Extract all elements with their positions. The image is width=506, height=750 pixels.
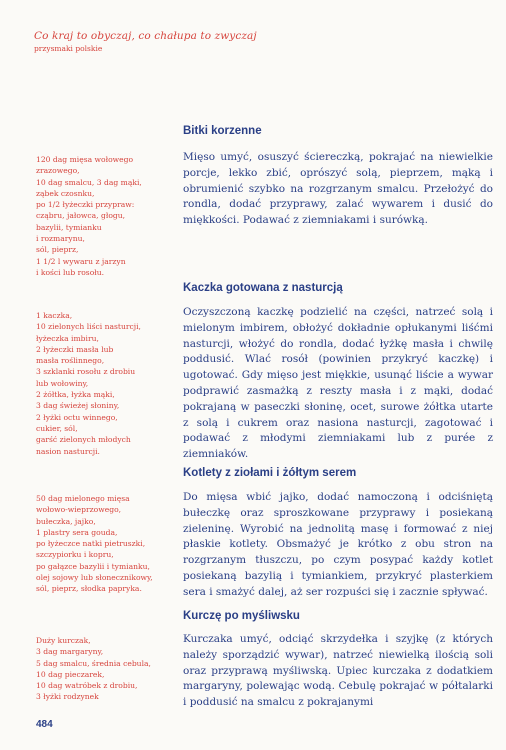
ingredient-line: 3 szklanki rosołu z drobiu [36,367,136,377]
recipe-instructions: Do mięsa wbić jajko, dodać namoczoną i odciśniętą bułeczkę oraz sproszkowane przyprawy i posiekaną zieleninę. Wyrobić na jednolitą masę i formować z niej płaskie kotlety. Obsmażyć je krótko z obu stron na rozgrzanym tłuszczu, po czym posypać każdy kotlet posiekaną bazylią i tymiankiem, przykryć plasterkiem sera i smażyć dalej, aż ser rozpuści się i zacznie spływać. [183,491,493,598]
ingredient-line: 1 plastry sera gouda, [36,527,118,537]
ingredient-line: ząbek czosnku, [36,188,95,198]
ingredient-line: nasion nasturcji. [36,446,100,456]
page-header [34,30,257,53]
ingredient-line: cząbru, jałowca, głogu, [36,211,126,221]
recipe-title: Kaczka gotowana z nasturcją [183,282,343,294]
ingredient-line: 3 dag margaryny, [36,647,104,657]
page-number: 484 [36,719,53,730]
recipe-instructions: Mięso umyć, osuszyć ściereczką, pokrajać na niewielkie porcje, lekko zbić, oprószyć solą, pieprzem, mąką i obrumienić szybko na rozgrzanym smalcu. Przełożyć do rondla, dodać przyprawy, zalać wywarem i dusić do miękkości. Podawać z ziemniakami i surówką. [183,151,493,227]
ingredient-line: 120 dag mięsa wołowego [36,155,134,164]
ingredient-line: Duży kurczak, [36,636,91,645]
ingredient-line: 3 dag świeżej słoniny, [36,401,120,411]
ingredient-line: garść zielonych młodych [36,435,131,445]
header-title: Co kraj to obyczaj, co chałupa to zwyczaj [34,30,257,42]
ingredient-line: 2 żółtka, łyżka mąki, [36,390,115,400]
ingredient-line: 2 łyżeczki masła lub [36,344,114,354]
ingredient-line: i rozmarynu, [36,234,85,244]
ingredient-line: lub wołowiny, [36,378,89,388]
ingredient-line: 10 dag smalcu, 3 dag mąki, [36,177,142,187]
ingredient-line: 1 1/2 l wywaru z jarzyn [36,256,126,266]
ingredient-line: po gałązce bazylii i tymianku, [36,561,150,571]
ingredient-list [36,635,166,703]
ingredient-line: 3 łyżki rodzynek [36,692,99,702]
ingredient-line: 1 kaczka, [36,311,73,320]
ingredient-line: 50 dag mielonego mięsa [36,494,130,503]
ingredient-line: szczypiorku i kopru, [36,550,114,560]
ingredient-list [36,154,166,278]
header-subtitle: przysmaki polskie [34,44,103,53]
recipe-title: Kurczę po myśliwsku [183,610,300,622]
ingredient-line: cukier, sól, [36,423,78,433]
ingredient-line: 2 łyżki octu winnego, [36,412,118,422]
ingredient-line: 10 dag watróbek z drobiu, [36,681,138,691]
ingredient-line: sól, pieprz, [36,245,79,255]
recipe-instructions: Kurczaka umyć, odciąć skrzydełka i szyjkę (z których należy sporządzić wywar), natrzeć niewielką ilością soli oraz przyprawą myśliwską. Upiec kurczaka z dodatkiem margaryny, polewając wodą. Cebulę pokrajać w półtalarki i poddusić na smalcu z pokrajanymi [183,633,493,709]
ingredient-line: 10 dag pieczarek, [36,669,105,679]
ingredient-list [36,310,166,457]
ingredient-line: bazylii, tymianku [36,222,102,232]
ingredient-line: łyżeczka imbiru, [36,333,99,343]
ingredient-line: olej sojowy lub słonecznikowy, [36,573,153,583]
ingredient-line: bułeczka, jajko, [36,516,96,526]
ingredient-line: sól, pieprz, słodka papryka. [36,584,142,594]
ingredient-line: 5 dag smalcu, średnia cebula, [36,658,151,668]
recipe-title: Kotlety z ziołami i żółtym serem [183,467,357,479]
ingredient-line: 10 zielonych liści nasturcji, [36,322,141,332]
ingredient-line: po łyżeczce natki pietruszki, [36,539,146,549]
recipe-title: Bitki korzenne [183,125,262,137]
recipe-instructions: Oczyszczoną kaczkę podzielić na części, natrzeć solą i mielonym imbirem, obłożyć dokładnie opłukanymi liśćmi nasturcji, włożyć do rondla, dodać łyżkę masła i chwilę poddusić. Wlać rosół (powinien przykryć kaczkę) i ugotować. Gdy mięso jest miękkie, usunąć liście a wywar podprawić zasmażką z reszty masła i z mąki, dodać pokrajaną w paseczki słoninę, ocet, surowe żółtka utarte z solą i cukrem oraz nasiona nasturcji, zagotować i podawać z młodymi ziemniakami lub z purée z ziemniaków. [183,306,493,461]
ingredient-line: masła roślinnego, [36,356,105,366]
ingredient-line: zrazowego, [36,166,80,176]
ingredient-list [36,493,166,595]
ingredient-line: i kości lub rosołu. [36,267,105,277]
ingredient-line: po 1/2 łyżeczki przypraw: [36,200,135,210]
ingredient-line: wołowo-wieprzowego, [36,505,122,515]
